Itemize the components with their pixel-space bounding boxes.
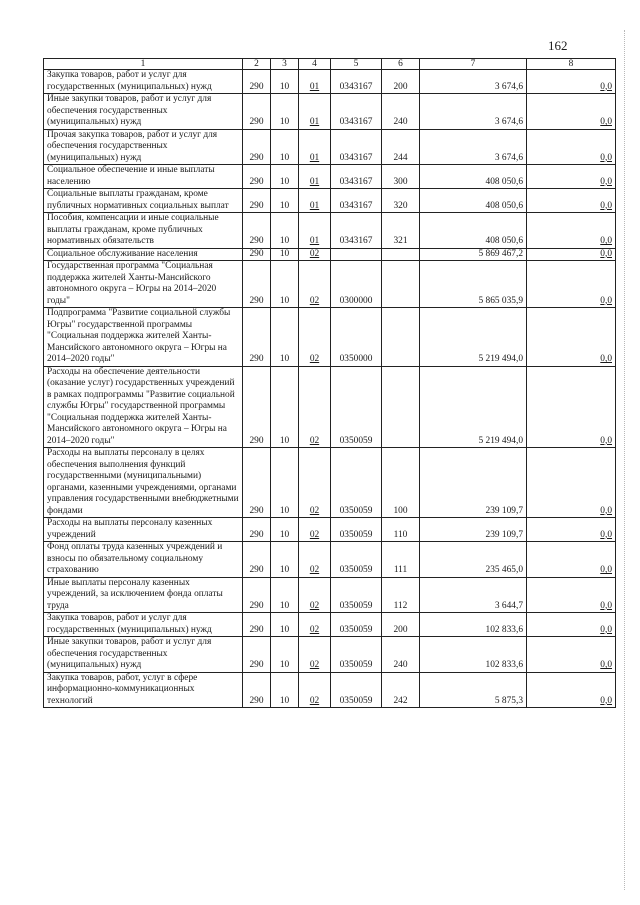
code-subsection: 02 [299,518,331,542]
code-target-article: 0350059 [331,613,382,637]
code-section: 10 [271,165,299,189]
column-header: 3 [271,59,299,70]
amount-current-year: 3 674,6 [420,129,527,165]
amount-second-column: 0,0 [527,672,616,708]
code-expense-type: 111 [382,542,420,578]
amount-second-column: 0,0 [527,213,616,249]
row-description: Фонд оплаты труда казенных учреждений и взносы по обязательному социальному страхованию [44,542,243,578]
code-section: 10 [271,577,299,613]
table-row [44,448,616,518]
code-section: 10 [271,448,299,518]
amount-second-column: 0,0 [527,70,616,94]
column-header: 6 [382,59,420,70]
column-header: 1 [44,59,243,70]
code-expense-type [382,248,420,261]
amount-current-year: 5 865 035,9 [420,261,527,308]
amount-current-year: 408 050,6 [420,189,527,213]
code-expense-type [382,366,420,448]
amount-second-column: 0,0 [527,542,616,578]
amount-current-year: 102 833,6 [420,613,527,637]
column-header: 7 [420,59,527,70]
row-description: Иные закупки товаров, работ и услуг для обеспечения государственных (муниципальных) нужд [44,94,243,130]
row-description: Социальное обеспечение и иные выплаты населению [44,165,243,189]
code-subsection: 01 [299,165,331,189]
page-number: 162 [548,38,568,53]
amount-current-year: 102 833,6 [420,637,527,673]
code-section: 10 [271,366,299,448]
amount-current-year: 5 219 494,0 [420,366,527,448]
budget-table [43,58,616,708]
code-subsection: 01 [299,129,331,165]
row-description: Расходы на выплаты персоналу казенных учреждений [44,518,243,542]
table-row [44,261,616,308]
code-target-article: 0350000 [331,308,382,367]
row-description: Социальные выплаты гражданам, кроме публичных нормативных социальных выплат [44,189,243,213]
code-section: 10 [271,308,299,367]
amount-second-column: 0,0 [527,637,616,673]
row-description: Подпрограмма "Развитие социальной службы Югры" государственной программы "Социальная поддержка жителей Ханты-Мансийского автономного округа – Югры на 2014–2020 годы" [44,308,243,367]
code-subsection: 02 [299,448,331,518]
code-target-article: 0343167 [331,165,382,189]
code-ministry: 290 [243,518,271,542]
amount-second-column: 0,0 [527,261,616,308]
table-row [44,613,616,637]
code-target-article [331,248,382,261]
amount-current-year: 5 875,3 [420,672,527,708]
scan-edge-marks [624,30,629,890]
amount-current-year: 235 465,0 [420,542,527,578]
amount-second-column: 0,0 [527,165,616,189]
code-section: 10 [271,518,299,542]
code-ministry: 290 [243,189,271,213]
code-subsection: 02 [299,542,331,578]
code-subsection: 02 [299,672,331,708]
code-subsection: 02 [299,308,331,367]
code-ministry: 290 [243,70,271,94]
row-description: Закупка товаров, работ и услуг для государственных (муниципальных) нужд [44,70,243,94]
amount-current-year: 3 674,6 [420,70,527,94]
amount-current-year: 239 109,7 [420,518,527,542]
code-ministry: 290 [243,165,271,189]
code-expense-type: 112 [382,577,420,613]
code-target-article: 0300000 [331,261,382,308]
code-section: 10 [271,637,299,673]
table-row [44,70,616,94]
table-row [44,366,616,448]
code-ministry: 290 [243,129,271,165]
code-target-article: 0350059 [331,637,382,673]
code-expense-type [382,261,420,308]
table-row [44,165,616,189]
table-row [44,308,616,367]
code-subsection: 01 [299,94,331,130]
code-ministry: 290 [243,637,271,673]
table-row [44,542,616,578]
code-target-article: 0350059 [331,542,382,578]
table-row [44,213,616,249]
code-expense-type: 200 [382,70,420,94]
code-subsection: 02 [299,637,331,673]
amount-second-column: 0,0 [527,129,616,165]
code-expense-type: 240 [382,637,420,673]
code-section: 10 [271,94,299,130]
code-ministry: 290 [243,672,271,708]
code-section: 10 [271,129,299,165]
table-row [44,577,616,613]
code-target-article: 0350059 [331,672,382,708]
code-expense-type: 100 [382,448,420,518]
code-section: 10 [271,261,299,308]
code-ministry: 290 [243,542,271,578]
code-ministry: 290 [243,213,271,249]
code-ministry: 290 [243,577,271,613]
amount-current-year: 3 674,6 [420,94,527,130]
code-target-article: 0343167 [331,94,382,130]
code-section: 10 [271,213,299,249]
amount-current-year: 3 644,7 [420,577,527,613]
code-ministry: 290 [243,261,271,308]
row-description: Социальное обслуживание населения [44,248,243,261]
code-target-article: 0343167 [331,70,382,94]
code-subsection: 02 [299,248,331,261]
code-subsection: 02 [299,366,331,448]
code-ministry: 290 [243,94,271,130]
code-section: 10 [271,542,299,578]
code-section: 10 [271,70,299,94]
code-section: 10 [271,613,299,637]
code-section: 10 [271,672,299,708]
amount-second-column: 0,0 [527,518,616,542]
code-ministry: 290 [243,248,271,261]
code-ministry: 290 [243,448,271,518]
column-header: 5 [331,59,382,70]
table-row [44,518,616,542]
code-expense-type: 244 [382,129,420,165]
code-subsection: 02 [299,577,331,613]
code-ministry: 290 [243,366,271,448]
code-target-article: 0343167 [331,213,382,249]
amount-current-year: 408 050,6 [420,213,527,249]
row-description: Пособия, компенсации и иные социальные выплаты гражданам, кроме публичных нормативных обязательств [44,213,243,249]
row-description: Расходы на обеспечение деятельности (оказание услуг) государственных учреждений в рамках подпрограммы "Развитие социальной службы Югры" государственной программы "Социальная поддержка жителей Ханты-Мансийского автономного округа – Югры на 2014–2020 годы" [44,366,243,448]
row-description: Прочая закупка товаров, работ и услуг для обеспечения государственных (муниципальных) нужд [44,129,243,165]
row-description: Закупка товаров, работ и услуг для государственных (муниципальных) нужд [44,613,243,637]
code-target-article: 0350059 [331,366,382,448]
amount-second-column: 0,0 [527,448,616,518]
row-description: Закупка товаров, работ, услуг в сфере информационно-коммуникационных технологий [44,672,243,708]
column-header: 4 [299,59,331,70]
amount-second-column: 0,0 [527,189,616,213]
code-expense-type: 242 [382,672,420,708]
code-subsection: 01 [299,70,331,94]
code-subsection: 01 [299,189,331,213]
table-row [44,94,616,130]
amount-current-year: 5 869 467,2 [420,248,527,261]
code-section: 10 [271,248,299,261]
amount-second-column: 0,0 [527,366,616,448]
code-target-article: 0350059 [331,518,382,542]
code-subsection: 01 [299,213,331,249]
table-row [44,189,616,213]
column-header: 8 [527,59,616,70]
row-description: Расходы на выплаты персоналу в целях обеспечения выполнения функций государственными (муниципальными) органами, казенными учреждениями, органами управления государственными внебюджетными фондами [44,448,243,518]
code-subsection: 02 [299,261,331,308]
row-description: Иные выплаты персоналу казенных учреждений, за исключением фонда оплаты труда [44,577,243,613]
amount-second-column: 0,0 [527,613,616,637]
code-section: 10 [271,189,299,213]
code-expense-type: 240 [382,94,420,130]
amount-second-column: 0,0 [527,94,616,130]
code-subsection: 02 [299,613,331,637]
amount-second-column: 0,0 [527,248,616,261]
code-expense-type [382,308,420,367]
code-expense-type: 200 [382,613,420,637]
row-description: Государственная программа "Социальная поддержка жителей Ханты-Мансийского автономного округа – Югры на 2014–2020 годы" [44,261,243,308]
amount-current-year: 239 109,7 [420,448,527,518]
amount-second-column: 0,0 [527,308,616,367]
code-expense-type: 110 [382,518,420,542]
code-expense-type: 321 [382,213,420,249]
table-row [44,129,616,165]
table-row [44,672,616,708]
row-description: Иные закупки товаров, работ и услуг для обеспечения государственных (муниципальных) нужд [44,637,243,673]
code-target-article: 0343167 [331,189,382,213]
column-header: 2 [243,59,271,70]
amount-current-year: 408 050,6 [420,165,527,189]
code-target-article: 0343167 [331,129,382,165]
column-number-row [44,59,616,70]
code-target-article: 0350059 [331,577,382,613]
table-row [44,248,616,261]
code-ministry: 290 [243,613,271,637]
code-target-article: 0350059 [331,448,382,518]
amount-current-year: 5 219 494,0 [420,308,527,367]
table-row [44,637,616,673]
code-expense-type: 320 [382,189,420,213]
code-expense-type: 300 [382,165,420,189]
code-ministry: 290 [243,308,271,367]
amount-second-column: 0,0 [527,577,616,613]
